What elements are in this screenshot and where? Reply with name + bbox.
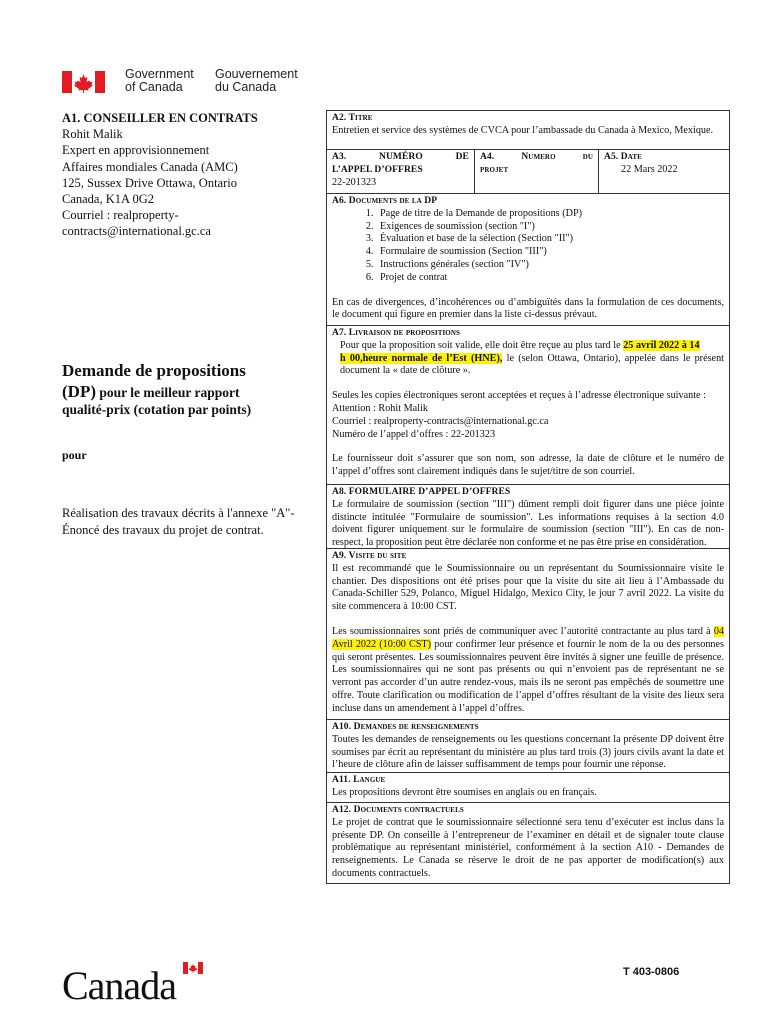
list-item: 5. Instructions générales (section "IV") xyxy=(376,259,724,272)
government-of-canada-label: Government of Canada xyxy=(125,67,194,94)
a5-date-box: A5. Date 22 Mars 2022 xyxy=(598,149,730,194)
a10-enquiries-box: A10. Demandes de renseignements Toutes les demandes de renseignements ou les questions concernant la présente DP doivent être soumises par écrit au représentant du ministère au plus tard trois (3) jours civils avant la date et l’heure de clôture afin de laisser suffisamment de temps pour fournir une réponse. xyxy=(326,719,730,773)
a11-language-box: A11. Langue Les propositions devront être soumises en anglais ou en français. xyxy=(326,772,730,803)
list-item: 3. Évaluation et base de la sélection (Section "II") xyxy=(376,233,724,246)
gouvernement-du-canada-label: Gouvernement du Canada xyxy=(215,67,298,94)
contact-line: Rohit Malik xyxy=(62,127,123,142)
pour-label: pour xyxy=(62,448,87,462)
list-item: 1. Page de titre de la Demande de propositions (DP) xyxy=(376,208,724,221)
project-description: Réalisation des travaux décrits à l'annexe "A"- Énoncé des travaux du projet de contrat. xyxy=(62,506,295,537)
rfp-documents-list xyxy=(332,208,724,285)
a1-heading: A1. CONSEILLER EN CONTRATS xyxy=(62,111,258,125)
a4-project-number-box: A4. Numero du projet xyxy=(474,149,599,194)
contact-line: 125, Sussex Drive Ottawa, Ontario xyxy=(62,175,237,190)
list-item: 2. Exigences de soumission (section "I") xyxy=(376,221,724,234)
list-item: 4. Formulaire de soumission (Section "III") xyxy=(376,246,724,259)
a3-tender-number-box: A3. NUMÉRO DE L’APPEL D’OFFRES 22-201323 xyxy=(326,149,475,194)
document-title: Demande de propositions (DP) pour le meilleur rapport qualité-prix (cotation par points) xyxy=(62,361,252,417)
a9-site-visit-box: A9. Visite du site Il est recommandé que le Soumissionnaire ou un représentant du Soumissionnaire visite le chantier. Des dispositions ont été prises pour que la visite du site ait lieu à l’Ambassade du Canada-Schiller 529, Polanco, Miguel Hidalgo, Mexico City, le jour 7 avril 2022. La visite du site commencera à 10:00 CST. Les soumissionnaires sont priés de communiquer avec l’autorité contractante au plus tard à 04 Avril 2022 (10:00 CST) pour confirmer leur présence et fournir le nom de la ou des personnes qui seront présentes. Les soumissionnaires peuvent être invités à signer une feuille de présence. Les soumissionnaires qui ne sont pas présents ou qui n’envoient pas de représentant ne se verront pas accorder d’un autre rendez-vous, mais ils ne seront pas empêchés de soumettre une offre. Toute clarification ou modification de l’appel d’offres résultant de la visite des lieux sera incluse dans un amendement à l’appel d’offres. xyxy=(326,548,730,720)
wordmark-flag-icon xyxy=(183,962,203,974)
contact-email: contracts@international.gc.ca xyxy=(62,224,211,239)
canada-flag-icon xyxy=(62,71,105,93)
contact-line: Affaires mondiales Canada (AMC) xyxy=(62,159,238,174)
contracting-officer-block xyxy=(62,110,302,240)
contact-line: Expert en approvisionnement xyxy=(62,143,210,158)
site-visit-deadline-highlight: 04 Avril 2022 (10:00 CST) xyxy=(332,625,724,650)
a8-bid-form-box: A8. FORMULAIRE D’APPEL D’OFFRES Le formulaire de soumission (section "III") dûment rempli doit figurer dans une pièce jointe distincte intitulée "Formulaire de soumission". Les informations requises à la section 4.0 doivent figurer uniquement sur le formulaire de soumission (section "III"). En cas de non-respect, la proposition peut être déclarée non conforme et ne pas être prise en considération. xyxy=(326,484,730,549)
a6-rfp-documents-box: A6. Documents de la DP 1. Page de titre de la Demande de propositions (DP) 2. Exigences de soumission (section "I") 3. Évaluation et base de la sélection (Section "II") 4. Formulaire de soumission (Section "III") 5. Instructions générales (section "IV") 6. Projet de contrat En cas de divergences, d’incohérences ou d’ambiguïtés dans la formulation de ces documents, le document qui figure en premier dans la liste ci-dessus prévaut. xyxy=(326,193,730,326)
a7-delivery-box: A7. Livraison de propositions Pour que la proposition soit valide, elle doit être reçue au plus tard le 25 avril 2022 à 14 h 00,heure normale de l’Est (HNE), le (selon Ottawa, Ontario), appelée dans le présent document la « date de clôture ». Seules les copies électroniques seront acceptées et reçues à l’adresse électronique suivante : Attention : Rohit Malik Courriel : realproperty-contracts@international.gc.ca Numéro de l’appel d’offres : 22-201323 Le fournisseur doit s’assurer que son nom, son adresse, la date de clôture et le numéro de l’appel d’offres sont clairement indiqués dans le sujet/titre de son courriel. xyxy=(326,325,730,485)
contact-line: Courriel : realproperty- xyxy=(62,208,179,223)
canada-wordmark: Canada xyxy=(62,963,176,1008)
contact-line: Canada, K1A 0G2 xyxy=(62,192,154,207)
deadline-highlight: 25 avril 2022 à 14 xyxy=(623,339,700,351)
a12-contract-documents-box: A12. Documents contractuels Le projet de contrat que le soumissionnaire sélectionné sera tenu d’exécuter est inclus dans la présente DP. On conseille à l’entrepreneur de l’examiner en détail et de signaler toute clause problématique au représentant ministériel, conformément à la section A10 - Demandes de renseignements. Le Canada se réserve le droit de ne pas apporter de modification(s) aux documents contractuels. xyxy=(326,802,730,884)
list-item: 6. Projet de contrat xyxy=(376,272,724,285)
form-number: T 403-0806 xyxy=(623,966,680,978)
a2-title-box: A2. Titre Entretien et service des systèmes de CVCA pour l’ambassade du Canada à Mexico, Mexique. xyxy=(326,110,730,150)
